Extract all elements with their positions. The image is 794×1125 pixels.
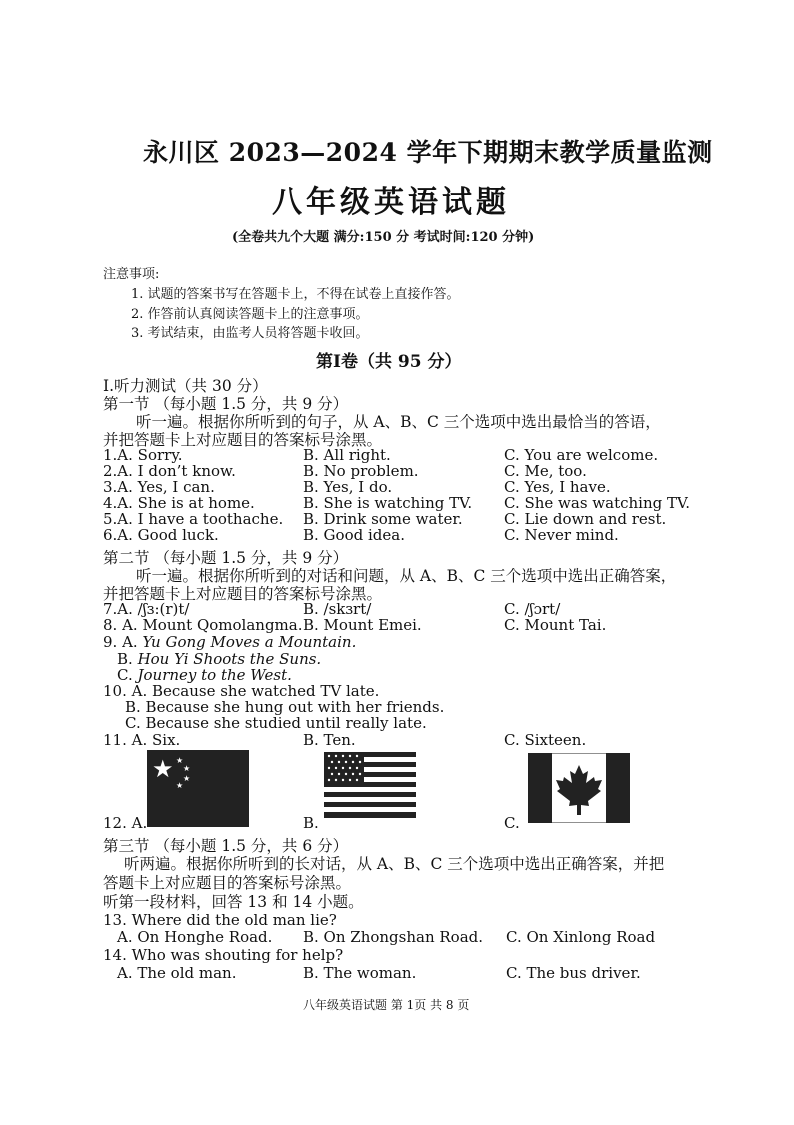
- option-text: Journey to the West.: [137, 666, 292, 684]
- exam-info: (全卷共九个大题 满分:150 分 考试时间:120 分钟): [232, 230, 535, 245]
- option-letter: B.: [117, 650, 138, 668]
- question-option: C. Yes, I have.: [504, 478, 611, 496]
- question-option: B. Drink some water.: [303, 510, 463, 528]
- material-instruction: 听第一段材料，回答 13 和 14 小题。: [103, 893, 364, 911]
- question-option: C. /ʃɔrt/: [504, 600, 561, 618]
- question-option: 5.A. I have a toothache.: [103, 510, 284, 528]
- option-text: Hou Yi Shoots the Suns.: [137, 650, 322, 668]
- option-letter: C.: [117, 666, 138, 684]
- question-number: 9. A.: [103, 633, 143, 651]
- section-title: 第三节 （每小题 1.5 分，共 6 分）: [103, 837, 349, 855]
- question-option: C.: [504, 814, 520, 832]
- page-footer: 八年级英语试题 第 1页 共 8 页: [303, 998, 470, 1012]
- section-instruction: 并把答题卡上对应题目的答案标号涂黑。: [103, 431, 383, 449]
- question-option: C. Me, too.: [504, 462, 587, 480]
- canada-flag-image: [528, 753, 630, 823]
- section-instruction: 听一遍。根据你所听到的对话和问题，从 A、B、C 三个选项中选出正确答案，: [136, 567, 677, 585]
- question-option: B. No problem.: [303, 462, 419, 480]
- section-instruction: 答题卡上对应题目的答案标号涂黑。: [103, 874, 352, 892]
- question-option: B. On Zhongshan Road.: [303, 928, 484, 946]
- volume-heading: 第Ⅰ卷（共 95 分）: [316, 352, 462, 372]
- question-option: B. All right.: [303, 446, 391, 464]
- question-option: C. Mount Tai.: [504, 616, 607, 634]
- note-item: 2. 作答前认真阅读答题卡上的注意事项。: [131, 307, 369, 322]
- question-9-b: [117, 651, 321, 667]
- note-item: 3. 考试结束，由监考人员将答题卡收回。: [131, 326, 369, 341]
- question-option: C. She was watching TV.: [504, 494, 690, 512]
- question-option: A. The old man.: [117, 964, 237, 982]
- question-option: B. Ten.: [303, 731, 356, 749]
- exam-subject-title: 八年级英语试题: [272, 185, 510, 220]
- section-title: 第一节 （每小题 1.5 分，共 9 分）: [103, 395, 349, 413]
- usa-flag-image: [324, 752, 416, 818]
- question-9-c: [117, 667, 292, 683]
- question-text: 14. Who was shouting for help?: [103, 946, 344, 964]
- china-flag-image: [147, 750, 249, 827]
- question-option: B. Mount Emei.: [303, 616, 422, 634]
- question-text: 13. Where did the old man lie?: [103, 911, 337, 929]
- note-item: 1. 试题的答案书写在答题卡上，不得在试卷上直接作答。: [131, 287, 460, 302]
- question-option: B. Good idea.: [303, 526, 405, 544]
- question-option: 10. A. Because she watched TV late.: [103, 682, 380, 700]
- question-option: C. On Xinlong Road: [506, 928, 656, 946]
- svg-text:★: ★: [183, 774, 191, 783]
- question-option: 12. A.: [103, 814, 148, 832]
- option-text: Yu Gong Moves a Mountain.: [142, 633, 357, 651]
- question-option: C. Sixteen.: [504, 731, 587, 749]
- question-option: 6.A. Good luck.: [103, 526, 219, 544]
- section-instruction: 听两遍。根据你所听到的长对话，从 A、B、C 三个选项中选出正确答案，并把: [124, 855, 665, 873]
- question-option: B. Because she hung out with her friends.: [125, 698, 445, 716]
- question-option: 8. A. Mount Qomolangma.: [103, 616, 303, 634]
- exam-title: 永川区 2023—2024 学年下期期末教学质量监测: [143, 138, 713, 167]
- question-option: 11. A. Six.: [103, 731, 181, 749]
- notes-heading: 注意事项:: [103, 267, 160, 282]
- svg-text:★: ★: [176, 781, 184, 790]
- question-option: B. The woman.: [303, 964, 417, 982]
- section-instruction: 听一遍。根据你所听到的句子，从 A、B、C 三个选项中选出最恰当的答语，: [136, 413, 661, 431]
- question-option: 1.A. Sorry.: [103, 446, 183, 464]
- svg-text:★: ★: [152, 755, 174, 783]
- svg-text:★: ★: [183, 764, 191, 773]
- question-option: 2.A. I don’t know.: [103, 462, 236, 480]
- section-instruction: 并把答题卡上对应题目的答案标号涂黑。: [103, 585, 383, 603]
- question-option: B. Yes, I do.: [303, 478, 393, 496]
- svg-text:★: ★: [176, 756, 184, 765]
- question-9-a: [103, 634, 356, 650]
- question-option: C. The bus driver.: [506, 964, 641, 982]
- question-option: B.: [303, 814, 319, 832]
- section-title: 第二节 （每小题 1.5 分，共 9 分）: [103, 549, 349, 567]
- question-option: C. Never mind.: [504, 526, 619, 544]
- question-option: B. She is watching TV.: [303, 494, 473, 512]
- question-option: 3.A. Yes, I can.: [103, 478, 215, 496]
- question-option: A. On Honghe Road.: [117, 928, 273, 946]
- question-option: C. You are welcome.: [504, 446, 659, 464]
- question-option: B. /skɜrt/: [303, 600, 372, 618]
- question-option: 7.A. /ʃɜ:(r)t/: [103, 600, 190, 618]
- question-option: C. Lie down and rest.: [504, 510, 667, 528]
- part-heading: Ⅰ.听力测试（共 30 分）: [103, 377, 268, 395]
- question-option: C. Because she studied until really late.: [125, 714, 427, 732]
- question-option: 4.A. She is at home.: [103, 494, 255, 512]
